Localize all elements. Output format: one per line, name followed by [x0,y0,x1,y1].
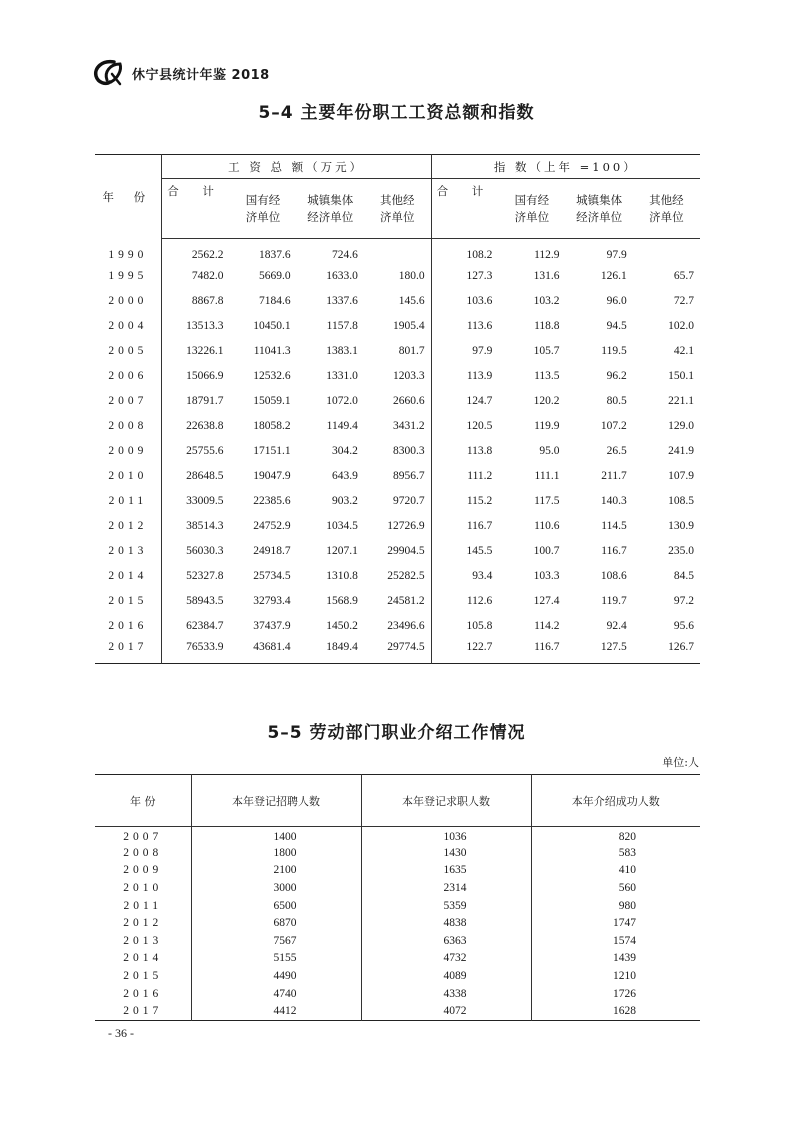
year-cell: 2017 [95,1002,191,1020]
year-cell: 2004 [95,314,161,339]
year-cell: 2007 [95,389,161,414]
value-cell: 7567 [191,932,361,950]
value-cell: 93.4 [472,570,493,582]
year-cell: 2009 [95,439,161,464]
value-cell: 37437.9 [253,620,291,632]
value-cell: 1837.6 [259,249,291,262]
value-cell: 1072.0 [326,395,358,407]
value-cell: 801.7 [364,339,431,364]
value-cell: 127.3 [466,270,493,282]
value-cell: 7184.6 [259,295,291,307]
value-cell: 119.9 [534,420,560,432]
value-cell: 8300.3 [364,439,431,464]
value-cell: 8956.7 [364,464,431,489]
wage-state-header: 国有经 济单位 [229,179,296,239]
yearbook-title: 休宁县统计年鉴 2018 [132,67,270,83]
value-cell: 112.9 [534,249,560,262]
value-cell: 24752.9 [253,520,291,532]
value-cell: 1849.4 [326,640,358,653]
value-cell: 1450.2 [326,620,358,632]
value-cell: 38514.3 [186,520,224,532]
index-total-header: 合 计 [431,179,498,239]
value-cell: 221.1 [668,395,694,407]
value-cell: 100.7 [533,545,560,557]
value-cell: 96.2 [606,370,627,382]
value-cell: 145.5 [466,545,493,557]
year-cell: 2013 [95,539,161,564]
table-row [95,564,700,589]
value-cell [633,239,700,264]
value-cell: 33009.5 [186,495,224,507]
value-cell: 1207.1 [326,545,358,557]
value-cell: 1628 [613,1004,636,1017]
value-cell: 25734.5 [253,570,291,582]
value-cell: 110.6 [534,520,560,532]
table-row [95,314,700,339]
value-cell: 62384.7 [186,620,224,632]
value-cell: 410 [618,864,636,877]
value-cell: 1331.0 [326,370,358,382]
year-cell: 2015 [95,589,161,614]
yearbook-logo-icon [92,58,126,88]
year-cell: 2016 [95,985,191,1003]
value-cell: 1034.5 [326,520,358,532]
table-row [95,414,700,439]
value-cell: 1157.8 [326,320,358,332]
year-header: 年 份 [95,155,161,239]
value-cell: 241.9 [668,445,694,457]
value-cell: 118.8 [534,320,560,332]
value-cell: 129.0 [668,420,694,432]
page-header [92,58,270,88]
value-cell: 126.1 [600,270,627,282]
value-cell: 127.4 [533,595,560,607]
value-cell: 13226.1 [186,345,224,357]
value-cell: 1633.0 [326,270,358,282]
table-row [95,239,700,264]
value-cell: 6870 [191,914,361,932]
year-cell: 1990 [95,239,161,264]
table-row [95,1002,700,1020]
value-cell: 724.6 [332,249,358,262]
value-cell: 108.5 [668,495,694,507]
value-cell: 5359 [361,897,531,915]
value-cell: 84.5 [673,570,694,582]
value-cell: 11041.3 [253,345,291,357]
value-cell: 116.7 [466,520,493,532]
value-cell: 105.7 [533,345,560,357]
value-cell: 1400 [191,827,361,845]
year-cell: 2006 [95,364,161,389]
value-cell: 1430 [361,844,531,862]
value-cell: 4412 [191,1002,361,1020]
value-cell: 1635 [361,862,531,880]
value-cell: 19047.9 [253,470,291,482]
value-cell: 1337.6 [326,295,358,307]
table-row [95,932,700,950]
value-cell: 95.6 [673,620,694,632]
table-row [95,389,700,414]
value-cell: 24918.7 [253,545,291,557]
value-cell: 304.2 [332,445,358,457]
value-cell: 4338 [361,985,531,1003]
value-cell: 10450.1 [253,320,291,332]
value-cell: 28648.5 [186,470,224,482]
value-cell: 122.7 [466,640,493,653]
jobseeker-header: 本年登记求职人数 [361,775,531,827]
value-cell: 1747 [613,917,636,930]
year-cell: 2009 [95,862,191,880]
table-row [95,827,700,845]
value-cell: 29774.5 [364,639,431,664]
index-group-header: 指 数（上年 =100） [431,155,700,179]
value-cell: 4089 [361,967,531,985]
recruit-header: 本年登记招聘人数 [191,775,361,827]
value-cell: 102.0 [668,320,694,332]
value-cell: 58943.5 [186,595,224,607]
value-cell: 96.0 [606,295,627,307]
value-cell: 180.0 [364,264,431,289]
value-cell: 108.6 [600,570,627,582]
year-cell: 2012 [95,514,161,539]
value-cell: 6363 [361,932,531,950]
value-cell: 583 [618,846,636,859]
wage-table [95,154,700,664]
wage-group-header: 工 资 总 额（万元） [161,155,431,179]
value-cell: 116.7 [601,545,627,557]
value-cell: 12532.6 [253,370,291,382]
table-row [95,489,700,514]
table-row [95,464,700,489]
value-cell: 120.5 [466,420,493,432]
value-cell: 65.7 [673,270,694,282]
table-row [95,985,700,1003]
table-row [95,897,700,915]
value-cell: 1574 [613,934,636,947]
value-cell: 820 [618,831,636,844]
value-cell: 114.2 [534,620,560,632]
value-cell: 116.7 [534,640,560,653]
value-cell: 22638.8 [186,420,224,432]
value-cell: 15066.9 [186,370,224,382]
value-cell: 1383.1 [326,345,358,357]
table2-title: 5–5 劳动部门职业介绍工作情况 [267,723,526,743]
value-cell: 103.3 [533,570,560,582]
value-cell: 1310.8 [326,570,358,582]
table-row [95,589,700,614]
value-cell: 17151.1 [253,445,291,457]
value-cell: 25282.5 [364,564,431,589]
value-cell: 126.7 [668,640,694,653]
value-cell: 43681.4 [253,640,291,653]
wage-other-header: 其他经 济单位 [364,179,431,239]
value-cell: 124.7 [466,395,493,407]
value-cell: 42.1 [673,345,694,357]
table-row [95,862,700,880]
value-cell: 113.9 [466,370,493,382]
value-cell: 107.9 [668,470,694,482]
index-state-header: 国有经 济单位 [498,179,565,239]
value-cell: 140.3 [600,495,627,507]
value-cell: 15059.1 [253,395,291,407]
page-number: - 36 - [108,1026,134,1040]
value-cell: 4732 [361,950,531,968]
year-cell: 1995 [95,264,161,289]
table-row [95,264,700,289]
value-cell: 25755.6 [186,445,224,457]
value-cell: 130.9 [668,520,694,532]
value-cell: 235.0 [668,545,694,557]
value-cell: 5155 [191,950,361,968]
table1-title: 5–4 主要年份职工工资总额和指数 [258,103,535,123]
year-cell: 2014 [95,564,161,589]
value-cell: 119.7 [601,595,627,607]
value-cell: 29904.5 [364,539,431,564]
value-cell: 94.5 [606,320,627,332]
year-cell: 2007 [95,827,191,845]
value-cell: 131.6 [533,270,560,282]
year-cell: 2013 [95,932,191,950]
index-collective-header: 城镇集体 经济单位 [566,179,633,239]
value-cell: 1726 [613,987,636,1000]
value-cell: 107.2 [600,420,627,432]
table-row [95,614,700,639]
table-row [95,950,700,968]
value-cell: 1036 [361,827,531,845]
table-row [95,289,700,314]
value-cell: 2314 [361,879,531,897]
year-cell: 2010 [95,879,191,897]
year-header: 年 份 [95,775,191,827]
value-cell: 111.2 [467,470,493,482]
value-cell: 5669.0 [259,270,291,282]
value-cell: 24581.2 [364,589,431,614]
value-cell: 117.5 [534,495,560,507]
table-row [95,364,700,389]
year-cell: 2017 [95,639,161,664]
value-cell: 95.0 [539,445,560,457]
value-cell: 97.9 [606,249,627,262]
value-cell: 1203.3 [364,364,431,389]
value-cell: 903.2 [332,495,358,507]
value-cell: 105.8 [466,620,493,632]
value-cell: 76533.9 [186,640,224,653]
value-cell: 211.7 [601,470,627,482]
value-cell: 103.6 [466,295,493,307]
value-cell: 113.8 [466,445,493,457]
value-cell: 145.6 [364,289,431,314]
value-cell: 560 [618,882,636,895]
value-cell: 97.2 [673,595,694,607]
value-cell: 12726.9 [364,514,431,539]
value-cell: 127.5 [600,640,627,653]
year-cell: 2011 [95,489,161,514]
value-cell: 115.2 [466,495,493,507]
table-row [95,967,700,985]
value-cell: 111.1 [534,470,560,482]
year-cell: 2015 [95,967,191,985]
placed-header: 本年介绍成功人数 [531,775,700,827]
table-row [95,539,700,564]
year-cell: 2016 [95,614,161,639]
value-cell: 103.2 [533,295,560,307]
value-cell: 980 [618,899,636,912]
value-cell: 2562.2 [191,249,224,262]
value-cell: 52327.8 [186,570,224,582]
value-cell: 18058.2 [253,420,291,432]
value-cell: 119.5 [601,345,627,357]
value-cell: 112.6 [466,595,493,607]
value-cell: 80.5 [606,395,627,407]
value-cell: 3000 [191,879,361,897]
value-cell: 18791.7 [186,395,224,407]
value-cell: 97.9 [472,345,493,357]
wage-total-header: 合 计 [161,179,229,239]
value-cell: 6500 [191,897,361,915]
value-cell: 4838 [361,914,531,932]
value-cell: 2660.6 [364,389,431,414]
value-cell: 23496.6 [364,614,431,639]
value-cell: 56030.3 [186,545,224,557]
value-cell: 1210 [613,970,636,983]
table-row [95,879,700,897]
table-row [95,339,700,364]
value-cell: 643.9 [332,470,358,482]
year-cell: 2010 [95,464,161,489]
value-cell: 72.7 [673,295,694,307]
value-cell: 22385.6 [253,495,291,507]
index-other-header: 其他经 济单位 [633,179,700,239]
value-cell: 1149.4 [326,420,358,432]
value-cell: 8867.8 [191,295,224,307]
value-cell: 7482.0 [191,270,224,282]
value-cell: 113.5 [534,370,560,382]
value-cell: 4490 [191,967,361,985]
value-cell: 1568.9 [326,595,358,607]
year-cell: 2014 [95,950,191,968]
year-cell: 2000 [95,289,161,314]
value-cell: 1905.4 [364,314,431,339]
value-cell: 32793.4 [253,595,291,607]
value-cell: 1439 [613,952,636,965]
value-cell [364,239,431,264]
value-cell: 108.2 [466,249,493,262]
value-cell: 92.4 [606,620,627,632]
year-cell: 2005 [95,339,161,364]
value-cell: 13513.3 [186,320,224,332]
table-row [95,914,700,932]
value-cell: 150.1 [668,370,694,382]
table-row [95,844,700,862]
value-cell: 4740 [191,985,361,1003]
value-cell: 113.6 [466,320,493,332]
year-cell: 2008 [95,844,191,862]
value-cell: 4072 [361,1002,531,1020]
value-cell: 2100 [191,862,361,880]
value-cell: 26.5 [606,445,627,457]
value-cell: 3431.2 [364,414,431,439]
table-row [95,639,700,664]
year-cell: 2012 [95,914,191,932]
year-cell: 2011 [95,897,191,915]
table-row [95,439,700,464]
value-cell: 1800 [191,844,361,862]
job-placement-table [95,774,700,1021]
value-cell: 114.5 [601,520,627,532]
table-row [95,514,700,539]
wage-collective-header: 城镇集体 经济单位 [297,179,364,239]
value-cell: 9720.7 [364,489,431,514]
unit-label: 单位:人 [662,756,699,769]
value-cell: 120.2 [533,395,560,407]
year-cell: 2008 [95,414,161,439]
